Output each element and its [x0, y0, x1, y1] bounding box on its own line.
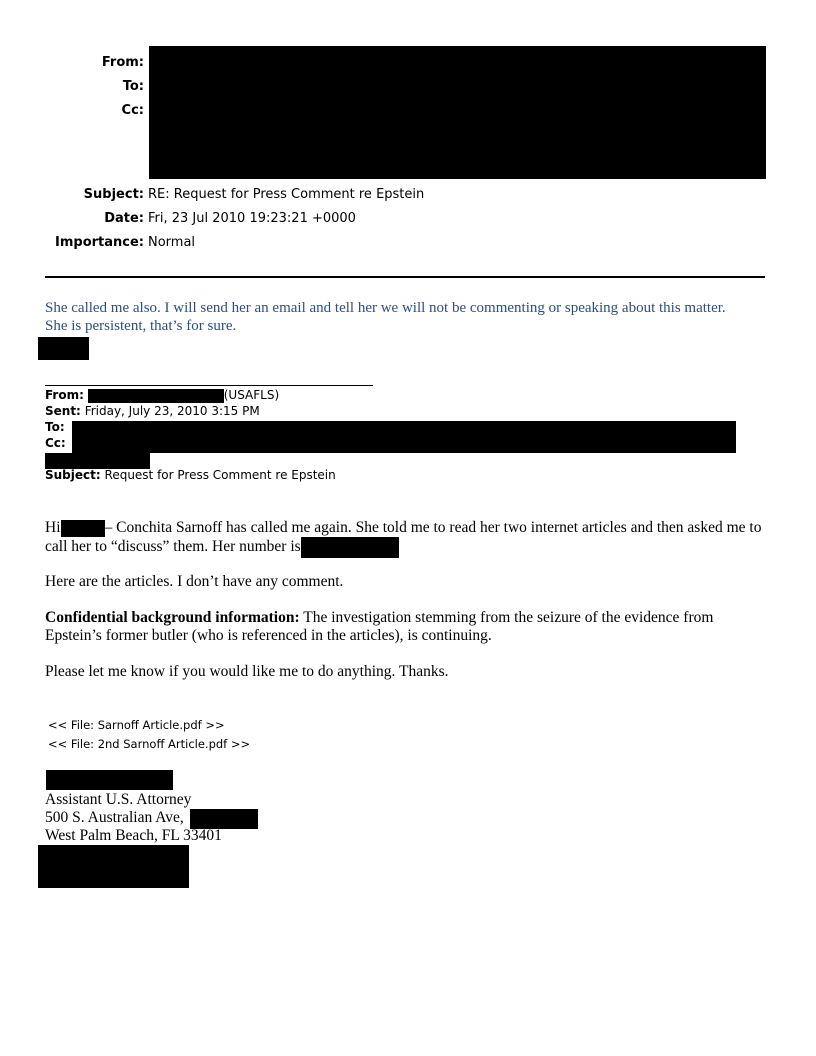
- subject-value: RE: Request for Press Comment re Epstein: [148, 187, 425, 202]
- fwd-subject-label: Subject:: [45, 468, 101, 482]
- from-label: From:: [101, 55, 144, 70]
- reply-text: She called me also. I will send her an email and tell her we will not be commenting or speaking about this matter. She is persistent, that’s for sure.: [45, 300, 726, 334]
- fwd-from-redaction: [88, 389, 224, 403]
- date-value: Fri, 23 Jul 2010 19:23:21 +0000: [148, 211, 356, 226]
- body-paragraph-1-text: – Conchita Sarnoff has called me again. She told me to read her two internet articles and then asked me to call her to “discuss” them. Her number is: [45, 519, 762, 556]
- fwd-recipients-redaction: [72, 421, 736, 453]
- importance-value: Normal: [148, 235, 196, 250]
- fwd-from-line: [45, 387, 279, 403]
- body-paragraph-3-text: The investigation stemming from the seizure of the evidence from Epstein’s former butler (who is referenced in the articles), is continuing.: [45, 609, 714, 644]
- fwd-sent-value: Friday, July 23, 2010 3:15 PM: [84, 404, 260, 418]
- to-label: To:: [122, 79, 144, 94]
- phone-number-redaction: [301, 537, 399, 558]
- fwd-to-label: To:: [45, 420, 65, 434]
- attachment-link[interactable]: << File: 2nd Sarnoff Article.pdf >>: [48, 737, 251, 751]
- cc-label: Cc:: [121, 103, 144, 118]
- fwd-from-label: From:: [45, 388, 84, 402]
- fwd-cc-line: [45, 435, 66, 451]
- signature-contact-redaction: [38, 845, 189, 888]
- fwd-to-line: [45, 419, 65, 435]
- date-label: Date:: [104, 211, 144, 226]
- confidential-label: Confidential background information:: [45, 609, 300, 626]
- header-divider: [45, 276, 765, 278]
- header-redaction: [149, 46, 766, 179]
- signature-address-line-1: 500 S. Australian Ave,: [45, 809, 184, 826]
- body-paragraph-4: Please let me know if you would like me to do anything. Thanks.: [45, 663, 449, 680]
- fwd-subject-value: Request for Press Comment re Epstein: [104, 468, 336, 482]
- greeting-name-redaction: [61, 520, 105, 537]
- signature-title: Assistant U.S. Attorney: [45, 791, 192, 808]
- reply-signature-redaction: [38, 337, 89, 360]
- fwd-cc-label: Cc:: [45, 436, 66, 450]
- fwd-sent-label: Sent:: [45, 404, 81, 418]
- attachment-link[interactable]: << File: Sarnoff Article.pdf >>: [48, 718, 225, 732]
- fwd-sent-line: [45, 403, 260, 419]
- importance-label: Importance:: [55, 235, 144, 250]
- body-paragraph-2: Here are the articles. I don’t have any comment.: [45, 573, 344, 590]
- body-paragraph-1: [45, 519, 765, 558]
- fwd-from-suffix: (USAFLS): [223, 388, 280, 402]
- signature-name-redaction: [46, 770, 173, 790]
- body-paragraph-3: [45, 609, 765, 645]
- forward-separator: [45, 385, 373, 386]
- signature-address-line-2: West Palm Beach, FL 33401: [45, 827, 222, 844]
- fwd-subject-line: [45, 467, 336, 483]
- subject-label: Subject:: [83, 187, 144, 202]
- greeting: Hi: [45, 519, 61, 536]
- signature-suite-redaction: [190, 809, 258, 829]
